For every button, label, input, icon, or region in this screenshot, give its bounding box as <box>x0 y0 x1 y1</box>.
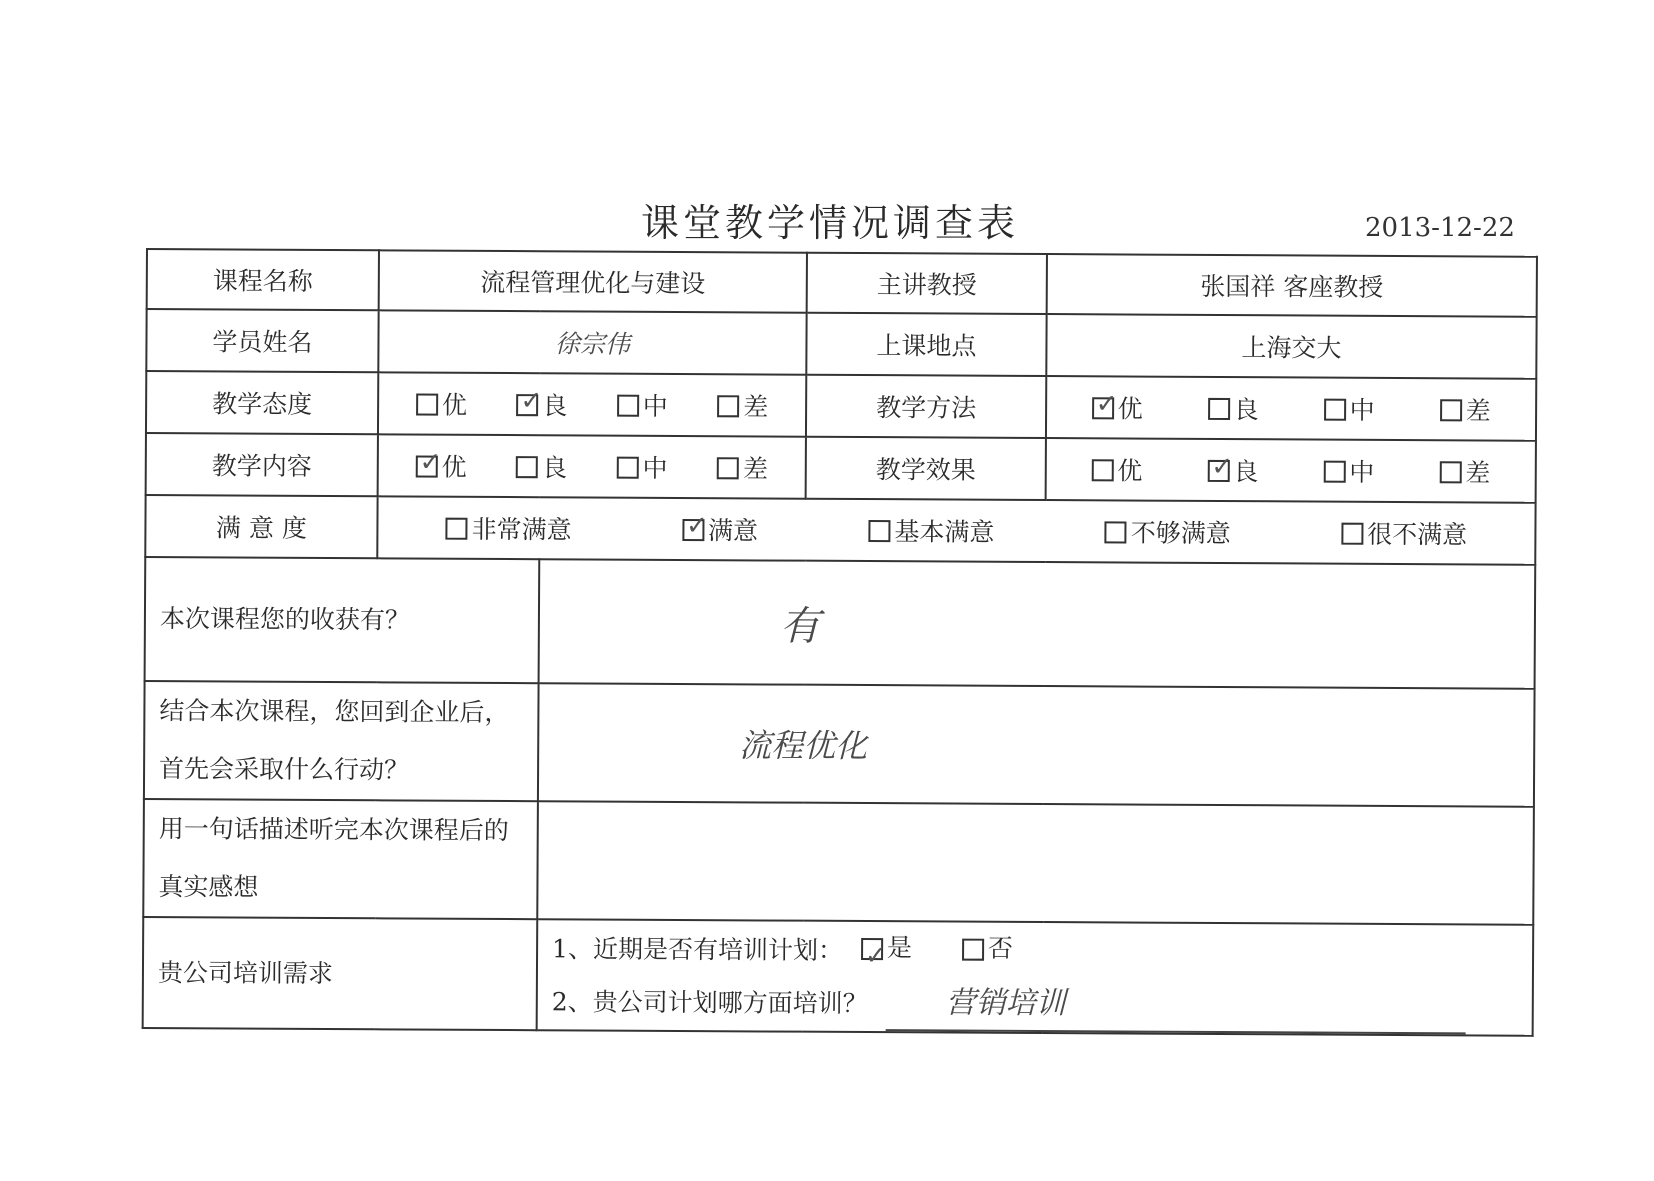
option-ratings-method-1[interactable] <box>1208 390 1259 426</box>
option-ratings-method-0[interactable] <box>1092 389 1143 425</box>
option-ratings-effect-3[interactable] <box>1439 453 1490 489</box>
option-ratings-attitude-3[interactable] <box>717 387 768 423</box>
form-date: 2013-12-22 <box>1365 213 1515 243</box>
checkbox[interactable] <box>516 386 543 417</box>
option-ratings-attitude-1[interactable] <box>516 386 567 422</box>
row-course <box>147 249 1537 317</box>
satisfaction-label: 满 意 度 <box>145 495 377 558</box>
checkbox[interactable] <box>717 395 739 417</box>
student-name-value[interactable]: 徐宗伟 <box>378 310 806 374</box>
course-name-value: 流程管理优化与建设 <box>379 250 807 312</box>
option-ratings-attitude-0[interactable] <box>416 386 467 422</box>
row-training <box>143 917 1534 1036</box>
training-q1-no-label: 否 <box>987 933 1014 963</box>
row-attitude <box>146 371 1536 441</box>
option-ratings-attitude-2[interactable] <box>617 387 668 423</box>
training-questions <box>537 919 1534 1036</box>
option-ratings-content-0[interactable] <box>415 448 466 484</box>
option-ratings-effect-1[interactable] <box>1207 452 1258 488</box>
location-label: 上课地点 <box>806 313 1046 376</box>
attitude-label: 教学态度 <box>146 371 378 434</box>
checkbox[interactable] <box>446 518 468 540</box>
checkbox[interactable] <box>1324 399 1346 421</box>
training-label: 贵公司培训需求 <box>143 917 538 1030</box>
checkbox-yes[interactable]: ✓ <box>861 938 883 960</box>
lecturer-label: 主讲教授 <box>807 253 1047 314</box>
option-ratings-method-2[interactable] <box>1324 391 1375 427</box>
option-ratings-content-1[interactable] <box>516 448 567 484</box>
checkbox[interactable] <box>516 456 538 478</box>
attitude-options <box>378 372 806 436</box>
training-q1-yes-label: 是 <box>886 933 913 963</box>
option-label: 很不满意 <box>1367 519 1468 550</box>
option-satisfaction-3[interactable] <box>1105 513 1231 550</box>
checkbox[interactable] <box>617 395 639 417</box>
option-label: 差 <box>742 454 769 484</box>
row-gain <box>145 557 1536 689</box>
training-q1-text: 1、近期是否有培训计划： <box>552 934 844 965</box>
action-question: 结合本次课程，您回到企业后，首先会采取什么行动？ <box>144 681 539 801</box>
option-satisfaction-2[interactable] <box>868 512 994 549</box>
training-q1-yes[interactable] <box>861 922 912 974</box>
feeling-question: 用一句话描述听完本次课程后的真实感想 <box>143 799 538 919</box>
training-q2-answer[interactable]: 营销培训 <box>886 977 1466 1034</box>
option-ratings-content-3[interactable] <box>717 449 768 485</box>
row-feeling <box>143 799 1534 925</box>
check-mark-icon: ✓ <box>1211 451 1234 483</box>
checkbox[interactable] <box>1105 521 1127 543</box>
gain-question: 本次课程您的收获有？ <box>145 557 540 683</box>
location-value: 上海交大 <box>1046 314 1536 379</box>
option-label: 良 <box>1233 457 1259 487</box>
option-ratings-content-2[interactable] <box>616 449 667 485</box>
lecturer-value: 张国祥 客座教授 <box>1047 254 1537 317</box>
checkbox[interactable] <box>1091 459 1113 481</box>
option-label: 中 <box>642 391 668 421</box>
check-mark-icon: ✓ <box>685 511 708 542</box>
training-q2-text: 2、贵公司计划哪方面培训？ <box>551 987 868 1019</box>
option-satisfaction-4[interactable] <box>1341 515 1467 552</box>
checkbox[interactable] <box>868 520 890 542</box>
checkbox[interactable] <box>1323 461 1345 483</box>
option-ratings-effect-0[interactable] <box>1091 451 1142 487</box>
content-options <box>378 434 806 498</box>
course-name-label: 课程名称 <box>147 249 379 310</box>
checkbox[interactable] <box>1092 389 1118 420</box>
option-label: 差 <box>1465 458 1491 488</box>
option-satisfaction-1[interactable] <box>682 511 758 547</box>
student-name-label: 学员姓名 <box>146 309 378 372</box>
option-label: 中 <box>642 453 668 483</box>
option-label: 优 <box>441 390 467 420</box>
checkbox[interactable] <box>616 457 638 479</box>
content-label: 教学内容 <box>146 433 378 496</box>
checkbox[interactable] <box>416 394 438 416</box>
checkbox[interactable] <box>1439 461 1461 483</box>
gain-answer[interactable]: 有 <box>539 559 1536 689</box>
checkbox[interactable] <box>415 447 442 478</box>
option-label: 良 <box>1233 395 1259 425</box>
option-label: 差 <box>743 392 769 422</box>
check-mark-icon: ✓ <box>1095 389 1118 420</box>
checkbox[interactable] <box>1208 398 1230 420</box>
option-label: 基本满意 <box>894 517 995 547</box>
option-label: 满意 <box>707 516 759 546</box>
survey-table <box>142 248 1538 1037</box>
option-label: 良 <box>542 391 568 421</box>
option-label: 优 <box>441 452 467 482</box>
option-label: 优 <box>1117 456 1143 486</box>
training-q1-no[interactable] <box>962 923 1013 975</box>
check-mark-icon: ✓ <box>520 386 543 417</box>
checkbox-no[interactable] <box>962 939 984 961</box>
option-label: 中 <box>1349 395 1375 425</box>
row-action <box>144 681 1535 807</box>
checkbox[interactable] <box>1207 451 1234 483</box>
checkbox[interactable] <box>1440 399 1462 421</box>
method-options <box>1046 376 1536 441</box>
option-ratings-effect-2[interactable] <box>1323 453 1374 489</box>
effect-label: 教学效果 <box>806 437 1046 500</box>
option-label: 非常满意 <box>471 514 572 545</box>
page-title: 课堂教学情况调查表 <box>640 201 1019 245</box>
option-label: 不够满意 <box>1130 518 1231 549</box>
training-q1 <box>552 920 1520 980</box>
option-label: 优 <box>1117 394 1143 424</box>
row-content <box>146 433 1536 503</box>
method-label: 教学方法 <box>806 375 1046 438</box>
row-student <box>146 309 1536 379</box>
option-ratings-method-3[interactable] <box>1440 391 1491 427</box>
option-label: 中 <box>1349 457 1375 487</box>
option-satisfaction-0[interactable] <box>446 510 572 547</box>
checkbox[interactable] <box>682 511 708 542</box>
check-mark-icon: ✓ <box>419 447 442 478</box>
option-label: 差 <box>1465 396 1491 426</box>
option-label: 良 <box>541 453 568 483</box>
training-q2 <box>552 975 1520 1034</box>
checkbox[interactable] <box>717 457 739 479</box>
satisfaction-options <box>377 496 1535 564</box>
action-answer[interactable]: 流程优化 <box>538 683 1535 807</box>
checkbox[interactable] <box>1341 523 1363 545</box>
effect-options <box>1046 438 1536 503</box>
row-satisfaction <box>145 495 1535 565</box>
feeling-answer[interactable] <box>537 801 1534 925</box>
